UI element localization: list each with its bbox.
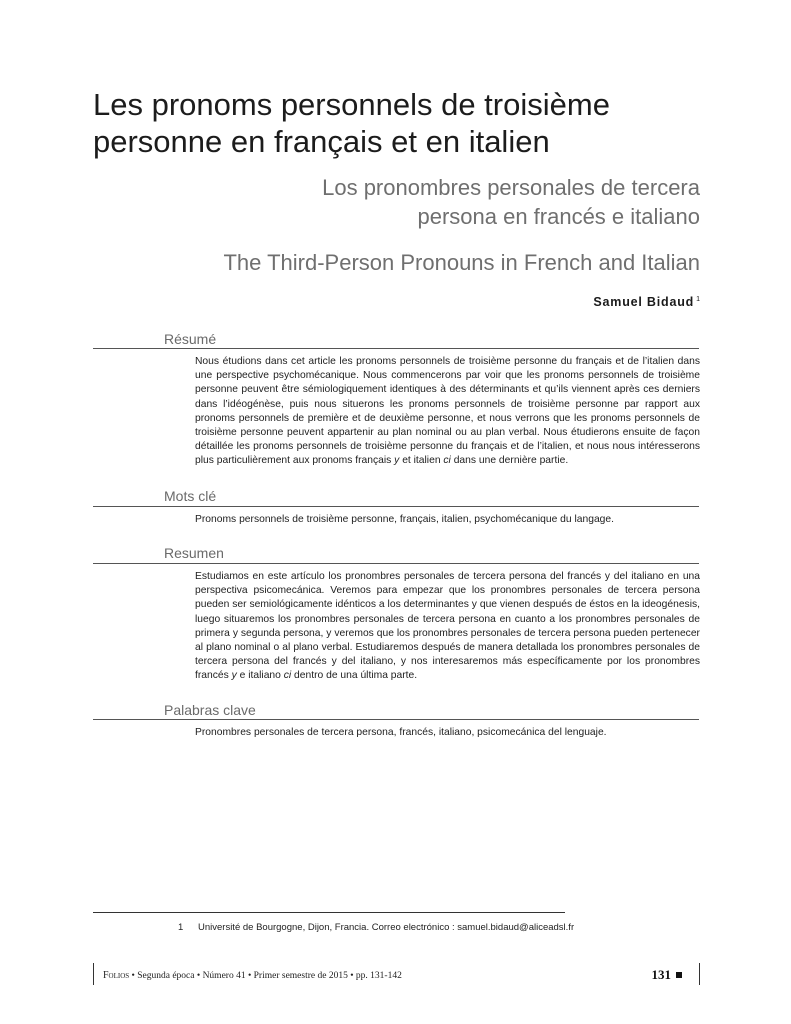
page-number — [620, 967, 682, 983]
palabras-clave-rule — [93, 719, 699, 720]
resume-text — [195, 355, 700, 469]
resume-heading: Résumé — [164, 331, 217, 347]
resumen-text-part: e italiano — [236, 670, 284, 682]
footnote-number: 1 — [178, 922, 184, 933]
resumen-word-y: y — [231, 670, 237, 682]
article-title-french: Les pronoms personnels de troisième personne en français et en italien — [93, 87, 610, 159]
resumen-word-ci: ci — [283, 670, 292, 682]
mots-cle-heading: Mots clé — [164, 488, 217, 504]
footer-left-mark — [93, 963, 94, 985]
footer-citation — [103, 970, 402, 981]
resume-text-part: et italien — [399, 455, 444, 467]
article-title-spanish: Los pronombres personales de tercera persona en francés e italiano — [322, 175, 700, 229]
author-footnote-mark: 1 — [696, 296, 700, 303]
resumen-text — [195, 570, 700, 684]
resumen-text-part: dentro de una última parte. — [291, 670, 418, 682]
author-name: Samuel Bidaud — [593, 295, 695, 309]
resume-text-part: dans une dernière partie. — [450, 455, 569, 467]
footer-details: • Segunda época • Número 41 • Primer semestre de 2015 • pp. 131-142 — [129, 971, 402, 981]
resume-word-y: y — [394, 455, 400, 467]
mots-cle-rule — [93, 506, 699, 507]
resume-rule — [93, 348, 699, 349]
article-title-english: The Third-Person Pronouns in French and Italian — [223, 250, 700, 275]
resumen-rule — [93, 563, 699, 564]
palabras-clave-heading: Palabras clave — [164, 702, 256, 718]
palabras-clave-text: Pronombres personales de tercera persona, francés, italiano, psicomecánica del lenguaje. — [195, 727, 607, 738]
square-marker-icon — [676, 972, 682, 978]
footer-journal: Folios — [103, 970, 130, 981]
resume-word-ci: ci — [443, 455, 451, 467]
author-line — [400, 295, 700, 309]
page-number-text: 131 — [651, 967, 671, 982]
resume-text-part: Nous étudions dans cet article les pronoms personnels de troisième personne du français et de l’italien dans une perspective psychomécanique. Nous commencerons par voir que les pronoms personnels de troisième personne peuvent être sémiologiquement identiques à des déterminants et qu’ils viennent après ces derniers dans l’idéogénèse, puis nous situerons les pronoms personnels de troisième personne par rapport aux pronoms personnels de première et de deuxième personne, et nous verrons que les pronoms personnels de troisième personne peuvent appartenir au plan nominal ou au plan verbal. Nous étudierons ensuite de façon détaillée les pronoms personnels de troisième personne du français et de l’italien, et nous nous intéresserons plus particulièrement aux pronoms français — [195, 356, 700, 467]
footer-right-mark — [699, 963, 700, 985]
footnote-rule — [93, 912, 565, 913]
footnote-text: Université de Bourgogne, Dijon, Francia. Correo electrónico : samuel.bidaud@aliceadsl.fr — [198, 922, 575, 933]
footnote — [178, 922, 698, 933]
resumen-text-part: Estudiamos en este artículo los pronombres personales de tercera persona del francés y del italiano en una perspectiva psicomecánica. Veremos para empezar que los pronombres personales de tercera persona pueden ser semiológicamente idénticos a los determinantes y que vienen después de éstos en la ideogénesis, luego situaremos los pronombres personales de tercera persona en cuanto a los pronombres personales de primera y segunda persona, y veremos que los pronombres personales de tercera persona pueden pertenecer al plano nominal o al plano verbal. Estudiaremos después de manera detallada los pronombres personales de tercera persona del francés y del italiano, y nos interesaremos más específicamente por los pronombres francés — [195, 571, 700, 682]
mots-cle-text: Pronoms personnels de troisième personne, français, italien, psychomécanique du langage. — [195, 514, 614, 525]
resumen-heading: Resumen — [164, 545, 224, 561]
